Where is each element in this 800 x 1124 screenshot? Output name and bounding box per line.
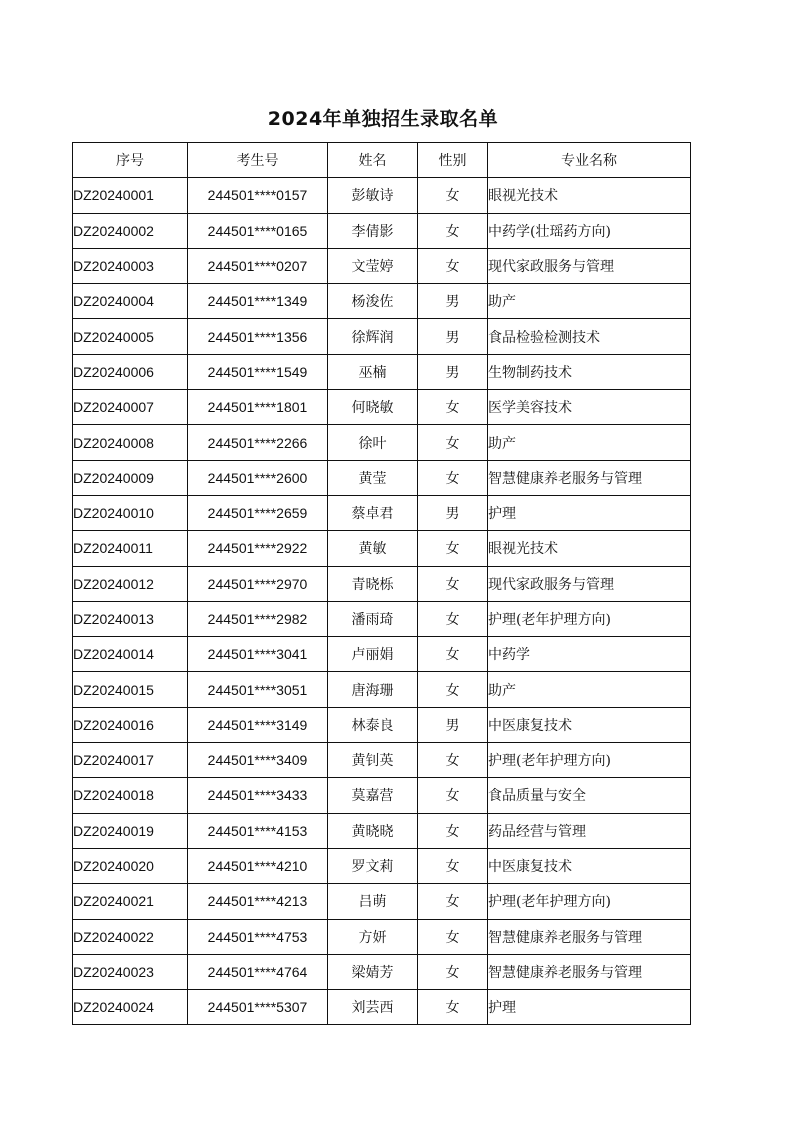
header-gender: 性别 [418, 143, 488, 178]
cell-seq: DZ20240004 [73, 284, 188, 319]
cell-major: 智慧健康养老服务与管理 [488, 954, 691, 989]
table-row [73, 425, 691, 460]
header-name: 姓名 [328, 143, 418, 178]
cell-gender: 女 [418, 672, 488, 707]
cell-seq: DZ20240024 [73, 990, 188, 1025]
header-major: 专业名称 [488, 143, 691, 178]
cell-gender: 男 [418, 707, 488, 742]
cell-exam-no: 244501****1356 [188, 319, 328, 354]
cell-name: 巫楠 [328, 354, 418, 389]
cell-major: 食品质量与安全 [488, 778, 691, 813]
cell-major: 助产 [488, 425, 691, 460]
cell-gender: 女 [418, 531, 488, 566]
cell-seq: DZ20240019 [73, 813, 188, 848]
cell-exam-no: 244501****3433 [188, 778, 328, 813]
cell-gender: 女 [418, 919, 488, 954]
cell-name: 何晓敏 [328, 390, 418, 425]
table-row [73, 778, 691, 813]
cell-exam-no: 244501****1801 [188, 390, 328, 425]
table-row [73, 566, 691, 601]
table-row [73, 813, 691, 848]
cell-name: 罗文莉 [328, 848, 418, 883]
cell-seq: DZ20240008 [73, 425, 188, 460]
cell-name: 刘芸西 [328, 990, 418, 1025]
cell-major: 护理 [488, 990, 691, 1025]
cell-gender: 女 [418, 637, 488, 672]
table-row [73, 672, 691, 707]
cell-exam-no: 244501****4753 [188, 919, 328, 954]
cell-seq: DZ20240020 [73, 848, 188, 883]
cell-exam-no: 244501****2982 [188, 601, 328, 636]
table-row [73, 637, 691, 672]
cell-name: 吕萌 [328, 884, 418, 919]
admission-table [72, 142, 691, 1025]
cell-seq: DZ20240015 [73, 672, 188, 707]
cell-exam-no: 244501****5307 [188, 990, 328, 1025]
cell-gender: 女 [418, 213, 488, 248]
cell-gender: 女 [418, 990, 488, 1025]
cell-exam-no: 244501****2970 [188, 566, 328, 601]
cell-gender: 女 [418, 601, 488, 636]
cell-exam-no: 244501****4153 [188, 813, 328, 848]
cell-major: 中药学 [488, 637, 691, 672]
header-seq: 序号 [73, 143, 188, 178]
cell-exam-no: 244501****0157 [188, 178, 328, 213]
cell-exam-no: 244501****3051 [188, 672, 328, 707]
cell-seq: DZ20240018 [73, 778, 188, 813]
cell-gender: 女 [418, 248, 488, 283]
cell-name: 方妍 [328, 919, 418, 954]
cell-name: 彭敏诗 [328, 178, 418, 213]
cell-major: 护理(老年护理方向) [488, 743, 691, 778]
cell-exam-no: 244501****3041 [188, 637, 328, 672]
cell-name: 文莹婷 [328, 248, 418, 283]
table-row [73, 213, 691, 248]
table-row [73, 178, 691, 213]
cell-seq: DZ20240010 [73, 495, 188, 530]
cell-major: 药品经营与管理 [488, 813, 691, 848]
cell-name: 徐叶 [328, 425, 418, 460]
cell-name: 潘雨琦 [328, 601, 418, 636]
table-header-row [73, 143, 691, 178]
cell-gender: 女 [418, 460, 488, 495]
table-row [73, 848, 691, 883]
header-exam-no: 考生号 [188, 143, 328, 178]
table-row [73, 319, 691, 354]
table-row [73, 284, 691, 319]
cell-exam-no: 244501****2659 [188, 495, 328, 530]
cell-seq: DZ20240009 [73, 460, 188, 495]
cell-major: 食品检验检测技术 [488, 319, 691, 354]
cell-gender: 男 [418, 319, 488, 354]
cell-name: 唐海珊 [328, 672, 418, 707]
cell-major: 护理 [488, 495, 691, 530]
cell-exam-no: 244501****4210 [188, 848, 328, 883]
cell-gender: 男 [418, 284, 488, 319]
cell-seq: DZ20240021 [73, 884, 188, 919]
cell-gender: 女 [418, 743, 488, 778]
cell-major: 助产 [488, 284, 691, 319]
cell-exam-no: 244501****3149 [188, 707, 328, 742]
cell-seq: DZ20240011 [73, 531, 188, 566]
cell-exam-no: 244501****2922 [188, 531, 328, 566]
cell-seq: DZ20240002 [73, 213, 188, 248]
cell-name: 莫嘉营 [328, 778, 418, 813]
cell-name: 蔡卓君 [328, 495, 418, 530]
cell-major: 现代家政服务与管理 [488, 566, 691, 601]
cell-seq: DZ20240006 [73, 354, 188, 389]
cell-major: 眼视光技术 [488, 178, 691, 213]
cell-seq: DZ20240016 [73, 707, 188, 742]
cell-exam-no: 244501****0207 [188, 248, 328, 283]
cell-seq: DZ20240014 [73, 637, 188, 672]
table-row [73, 531, 691, 566]
cell-exam-no: 244501****1549 [188, 354, 328, 389]
cell-seq: DZ20240017 [73, 743, 188, 778]
cell-exam-no: 244501****2600 [188, 460, 328, 495]
cell-major: 护理(老年护理方向) [488, 884, 691, 919]
cell-name: 黄晓晓 [328, 813, 418, 848]
cell-gender: 女 [418, 884, 488, 919]
page-title: 2024年单独招生录取名单 [267, 108, 499, 130]
cell-major: 眼视光技术 [488, 531, 691, 566]
cell-name: 林泰良 [328, 707, 418, 742]
cell-seq: DZ20240001 [73, 178, 188, 213]
cell-seq: DZ20240003 [73, 248, 188, 283]
cell-name: 黄敏 [328, 531, 418, 566]
cell-name: 李倩影 [328, 213, 418, 248]
table-row [73, 248, 691, 283]
cell-seq: DZ20240022 [73, 919, 188, 954]
cell-seq: DZ20240023 [73, 954, 188, 989]
cell-seq: DZ20240013 [73, 601, 188, 636]
cell-gender: 女 [418, 813, 488, 848]
cell-name: 徐辉润 [328, 319, 418, 354]
cell-major: 中医康复技术 [488, 707, 691, 742]
cell-major: 医学美容技术 [488, 390, 691, 425]
table-row [73, 601, 691, 636]
cell-exam-no: 244501****0165 [188, 213, 328, 248]
cell-gender: 女 [418, 425, 488, 460]
cell-exam-no: 244501****4764 [188, 954, 328, 989]
cell-name: 卢丽娟 [328, 637, 418, 672]
table-row [73, 707, 691, 742]
table-row [73, 990, 691, 1025]
cell-name: 青晓栎 [328, 566, 418, 601]
cell-name: 杨浚佐 [328, 284, 418, 319]
cell-seq: DZ20240012 [73, 566, 188, 601]
cell-major: 现代家政服务与管理 [488, 248, 691, 283]
cell-exam-no: 244501****1349 [188, 284, 328, 319]
cell-seq: DZ20240005 [73, 319, 188, 354]
cell-gender: 女 [418, 954, 488, 989]
table-row [73, 954, 691, 989]
cell-major: 智慧健康养老服务与管理 [488, 460, 691, 495]
table-row [73, 495, 691, 530]
cell-exam-no: 244501****4213 [188, 884, 328, 919]
table-row [73, 743, 691, 778]
table-row [73, 919, 691, 954]
table-row [73, 354, 691, 389]
cell-name: 梁婧芳 [328, 954, 418, 989]
cell-seq: DZ20240007 [73, 390, 188, 425]
cell-gender: 女 [418, 390, 488, 425]
cell-gender: 女 [418, 848, 488, 883]
cell-major: 智慧健康养老服务与管理 [488, 919, 691, 954]
cell-gender: 男 [418, 354, 488, 389]
cell-major: 助产 [488, 672, 691, 707]
table-row [73, 884, 691, 919]
table-row [73, 460, 691, 495]
cell-major: 中医康复技术 [488, 848, 691, 883]
cell-major: 护理(老年护理方向) [488, 601, 691, 636]
cell-gender: 女 [418, 178, 488, 213]
cell-name: 黄钊英 [328, 743, 418, 778]
cell-gender: 女 [418, 566, 488, 601]
cell-name: 黄莹 [328, 460, 418, 495]
cell-gender: 女 [418, 778, 488, 813]
cell-major: 中药学(壮瑶药方向) [488, 213, 691, 248]
cell-gender: 男 [418, 495, 488, 530]
table-body [73, 178, 691, 1025]
cell-exam-no: 244501****2266 [188, 425, 328, 460]
cell-exam-no: 244501****3409 [188, 743, 328, 778]
table-row [73, 390, 691, 425]
cell-major: 生物制药技术 [488, 354, 691, 389]
